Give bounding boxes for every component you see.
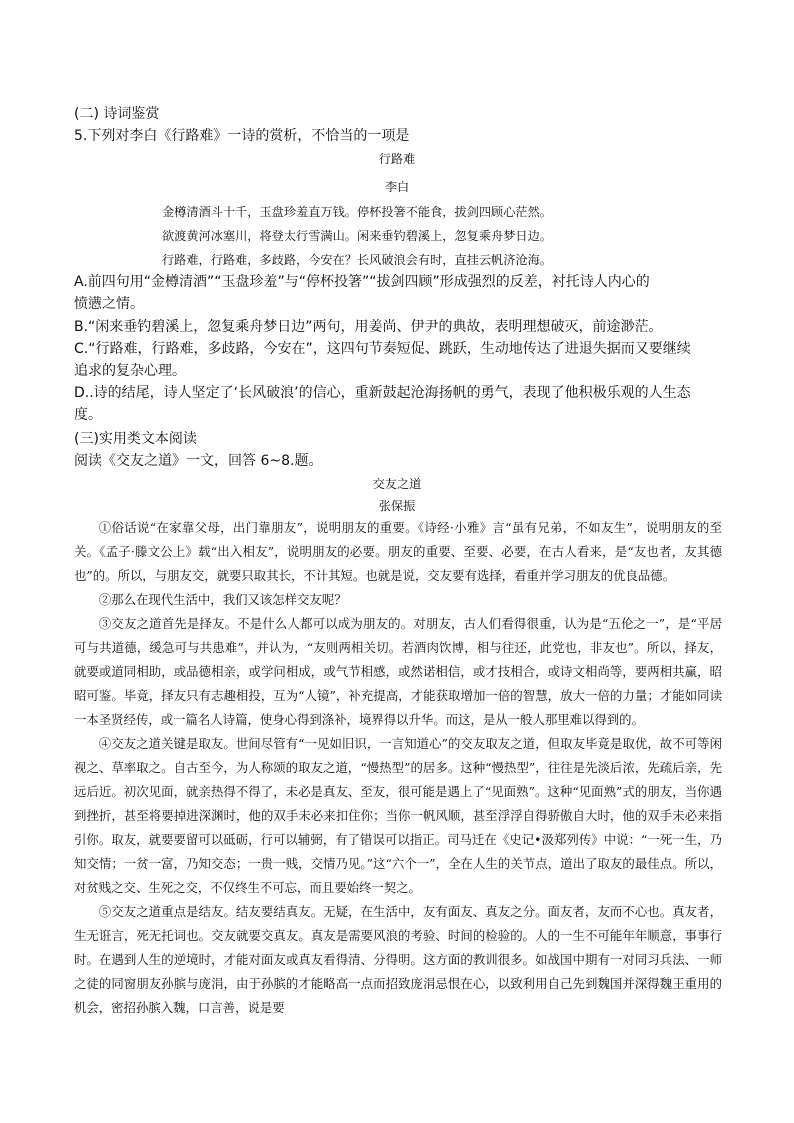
poem-line: 金樽清酒斗十千，玉盘珍羞直万钱。停杯投箸不能食，拔剑四顾心茫然。 [162,205,552,219]
article-paragraph-3: ③交友之道首先是择友。不是什么人都可以成为朋友的。对朋友，古人们看得很重，认为是“五伦之一”，是“平居可与共道德，缓急可与共患难”，并认为，“友则两相关切。若酒肉饮博，相与往还，此党也，非友也”。所以，择友，就要或道同相助，或品德相亲，或学问相成，或气节相感，或然诺相信，或才技相合，或诗文相尚等，要两相共赢，昭昭可鉴。毕竟，择友只有志趣相投，互为“人镜”，补充提高，才能获取增加一倍的智慧，放大一倍的力量；才能如同读一本圣贤经传，或一篇名人诗篇，使身心得到涤补，境界得以升华。而这，是从一般人那里难以得到的。 [74,616,722,727]
article-paragraph-2: ②那么在现代生活中，我们又该怎样交友呢？ [98,592,347,607]
poem-author: 李白 [384,180,410,194]
section2-heading: (二) 诗词鉴赏 [74,106,160,122]
question-5-stem: 5.下列对李白《行路难》一诗的赏析，不恰当的一项是 [74,128,410,144]
poem-line: 欲渡黄河冰塞川，将登太行雪满山。闲来垂钓碧溪上，忽复乘舟梦日边。 [162,229,552,243]
poem-line: 行路难，行路难，多歧路，今安在？长风破浪会有时，直挂云帆济沧海。 [162,253,552,267]
option-d-continued: 度。 [74,407,102,423]
article-paragraph-5: ⑤交友之道重点是结友。结友要结真友。无疑，在生活中，友有面友、真友之分。面友者，友而不心也。真友者，生无诳言，死无托词也。交友就要交真友。真友是需要风浪的考验、时间的检验的。人的一生不可能年年顺意，事事行时。在遇到人生的逆境时，才能对面友或真友看得清、分得明。这方面的教训很多。如战国中期有一对同习兵法、一师之徒的同窗朋友孙膑与庞涓，由于孙膑的才能略高一点而招致庞涓忌恨在心，以致利用自己先到魏国并深得魏王重用的机会，密招孙膑入魏，口言善，说是要 [74,904,722,1015]
article-title: 交友之道 [372,477,422,491]
option-d: D..诗的结尾，诗人坚定了‘长风破浪’的信心，重新鼓起沧海扬帆的勇气，表现了他积极乐观的人生态 [74,385,691,401]
section3-instruction: 阅读《交友之道》一文，回答 6~8.题。 [74,453,323,469]
article-body [74,516,722,1020]
article-author: 张保振 [378,499,416,513]
option-a: A.前四句用“金樽清酒”“玉盘珍羞”与“停杯投箸”“拔剑四顾”形成强烈的反差，衬托诗人内心的 [74,274,650,290]
section3-heading: (三)实用类文本阅读 [74,431,197,447]
article-paragraph-4: ④交友之道关键是取友。世间尽管有“一见如旧识，一言知道心”的交友取友之道，但取友毕竟是取优，故不可等闲视之、草率取之。自古至今，为人称颂的取友之道，“慢热型”的居多。这种“慢热型”，往往是先淡后浓，先疏后亲，先远后近。初次见面，就亲热得不得了，未必是真友、至友，很可能是遇上了“见面熟”。这种“见面熟”式的朋友，当你遇到挫折，甚至将要掉进深渊时，他的双手未必来扣住你；当你一帆风顺，甚至浮浮自得骄傲自大时，他的双手未必来指引你。取友，就要要留可以砥砺，行可以辅弼，有了错误可以指正。司马迁在《史记•汲郑列传》中说：“一死一生，乃知交情；一贫一富，乃知交态；一贵一贱，交情乃见。”这“六个一”，全在人生的关节点，道出了取友的最佳点。所以，对贫贱之交、生死之交，不仅终生不可忘，而且要始终一契之。 [74,736,722,895]
article-paragraph-1: ①俗话说“在家靠父母，出门靠朋友”，说明朋友的重要。《诗经·小雅》言“虽有兄弟，不如友生”，说明朋友的至关。《孟子·滕文公上》载“出入相友”，说明朋友的必要。朋友的重要、至要、必要，在古人看来，是“友也者，友其德也”的。所以，与朋友交，就要只取其长，不计其短。也就是说，交友要有选择，看重并学习朋友的优良品德。 [74,520,722,583]
poem-title: 行路难 [378,152,416,166]
option-a-continued: 愤懑之情。 [74,296,144,312]
option-c: C.“行路难，行路难，多歧路，今安在”，这四句节奏短促、跳跃，生动地传达了进退失据而又要继续 [74,341,691,357]
option-c-continued: 追求的复杂心理。 [74,363,186,379]
option-b: B.“闲来垂钓碧溪上，忽复乘舟梦日边”两句，用姜尚、伊尹的典故，表明理想破灭，前途渺茫。 [74,319,663,335]
